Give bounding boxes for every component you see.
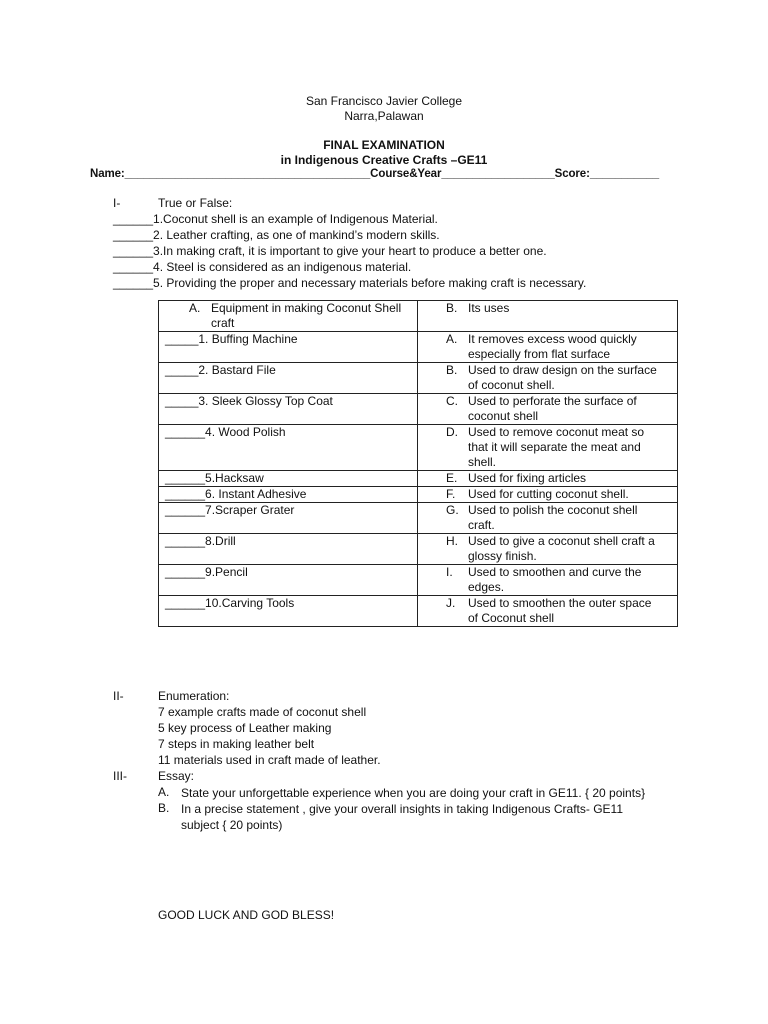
equipment-cell: ______4. Wood Polish: [159, 425, 418, 471]
use-letter: F.: [446, 487, 456, 501]
use-text: Used to remove coconut meat so that it will separate the meat and shell.: [468, 425, 645, 469]
table-row: [159, 596, 678, 627]
use-cell: [418, 503, 678, 534]
equipment-cell: ______10.Carving Tools: [159, 596, 418, 627]
table-row: [159, 534, 678, 565]
true-false-item: ______3.In making craft, it is important to give your heart to produce a better one.: [113, 244, 547, 258]
use-cell: [418, 425, 678, 471]
school-name: San Francisco Javier College: [305, 94, 463, 108]
use-text: Used to smoothen the outer space of Coconut shell: [468, 596, 652, 625]
exam-title: FINAL EXAMINATION: [323, 138, 445, 152]
table-row: [159, 487, 678, 503]
use-text: Used to polish the coconut shell craft.: [468, 503, 638, 532]
table-row: [159, 332, 678, 363]
left-header-letter: A.: [189, 301, 201, 315]
left-column-header: [159, 301, 418, 332]
enumeration-item: 7 steps in making leather belt: [158, 737, 315, 751]
use-letter: A.: [446, 332, 458, 346]
equipment-cell: ______5.Hacksaw: [159, 471, 418, 487]
school-location: Narra,Palawan: [344, 109, 424, 123]
use-cell: [418, 565, 678, 596]
equipment-cell: ______9.Pencil: [159, 565, 418, 596]
use-cell: [418, 534, 678, 565]
true-false-item: ______4. Steel is considered as an indigenous material.: [113, 260, 412, 274]
part1-title: True or False:: [158, 196, 233, 210]
right-column-header: [418, 301, 678, 332]
use-cell: [418, 363, 678, 394]
use-text: Used to perforate the surface of coconut shell: [468, 394, 637, 423]
part2-title: Enumeration:: [158, 689, 230, 703]
use-letter: C.: [446, 394, 458, 408]
equipment-cell: _____3. Sleek Glossy Top Coat: [159, 394, 418, 425]
use-letter: B.: [446, 363, 458, 377]
equipment-cell: _____2. Bastard File: [159, 363, 418, 394]
use-cell: [418, 471, 678, 487]
table-header-row: [159, 301, 678, 332]
equipment-cell: _____1. Buffing Machine: [159, 332, 418, 363]
essay-letter: A.: [158, 785, 170, 799]
use-cell: [418, 596, 678, 627]
true-false-item: ______2. Leather crafting, as one of mankind’s modern skills.: [113, 228, 440, 242]
true-false-item: ______5. Providing the proper and necessary materials before making craft is necessary.: [113, 276, 587, 290]
part3-number: III-: [113, 769, 127, 783]
use-letter: I.: [446, 565, 453, 579]
use-letter: H.: [446, 534, 458, 548]
equipment-cell: ______6. Instant Adhesive: [159, 487, 418, 503]
table-row: [159, 425, 678, 471]
equipment-cell: ______8.Drill: [159, 534, 418, 565]
use-cell: [418, 332, 678, 363]
use-cell: [418, 487, 678, 503]
use-letter: E.: [446, 471, 458, 485]
student-info-line: Name:_______________________________________Course&Year__________________Score:___________: [90, 168, 660, 180]
part1-number: I-: [113, 196, 121, 210]
left-header-text: Equipment in making Coconut Shell craft: [211, 301, 402, 330]
use-letter: J.: [446, 596, 456, 610]
part3-title: Essay:: [158, 769, 195, 783]
part2-number: II-: [113, 689, 124, 703]
exam-subject: in Indigenous Creative Crafts –GE11: [280, 153, 488, 167]
use-text: It removes excess wood quickly especially from flat surface: [468, 332, 637, 361]
use-letter: G.: [446, 503, 459, 517]
use-text: Used to smoothen and curve the edges.: [468, 565, 642, 594]
table-row: [159, 503, 678, 534]
enumeration-item: 11 materials used in craft made of leather.: [158, 753, 381, 767]
use-text: Used for cutting coconut shell.: [468, 487, 629, 501]
essay-question: In a precise statement , give your overall insights in taking Indigenous Crafts- GE11 subject { 20 points): [181, 802, 624, 832]
use-text: Used for fixing articles: [468, 471, 587, 485]
use-text: Used to draw design on the surface of coconut shell.: [468, 363, 657, 392]
right-header-letter: B.: [446, 301, 458, 315]
use-cell: [418, 394, 678, 425]
essay-letter: B.: [158, 801, 170, 815]
table-row: [159, 394, 678, 425]
table-row: [159, 471, 678, 487]
right-header-text: Its uses: [468, 301, 510, 315]
enumeration-item: 5 key process of Leather making: [158, 721, 332, 735]
matching-table: [158, 300, 678, 627]
true-false-item: ______1.Coconut shell is an example of Indigenous Material.: [113, 212, 438, 226]
use-text: Used to give a coconut shell craft a glossy finish.: [468, 534, 655, 563]
essay-question: State your unforgettable experience when you are doing your craft in GE11. { 20 points}: [181, 786, 646, 800]
closing-message: GOOD LUCK AND GOD BLESS!: [158, 908, 335, 922]
table-row: [159, 565, 678, 596]
enumeration-item: 7 example crafts made of coconut shell: [158, 705, 367, 719]
equipment-cell: ______7.Scraper Grater: [159, 503, 418, 534]
use-letter: D.: [446, 425, 458, 439]
table-row: [159, 363, 678, 394]
